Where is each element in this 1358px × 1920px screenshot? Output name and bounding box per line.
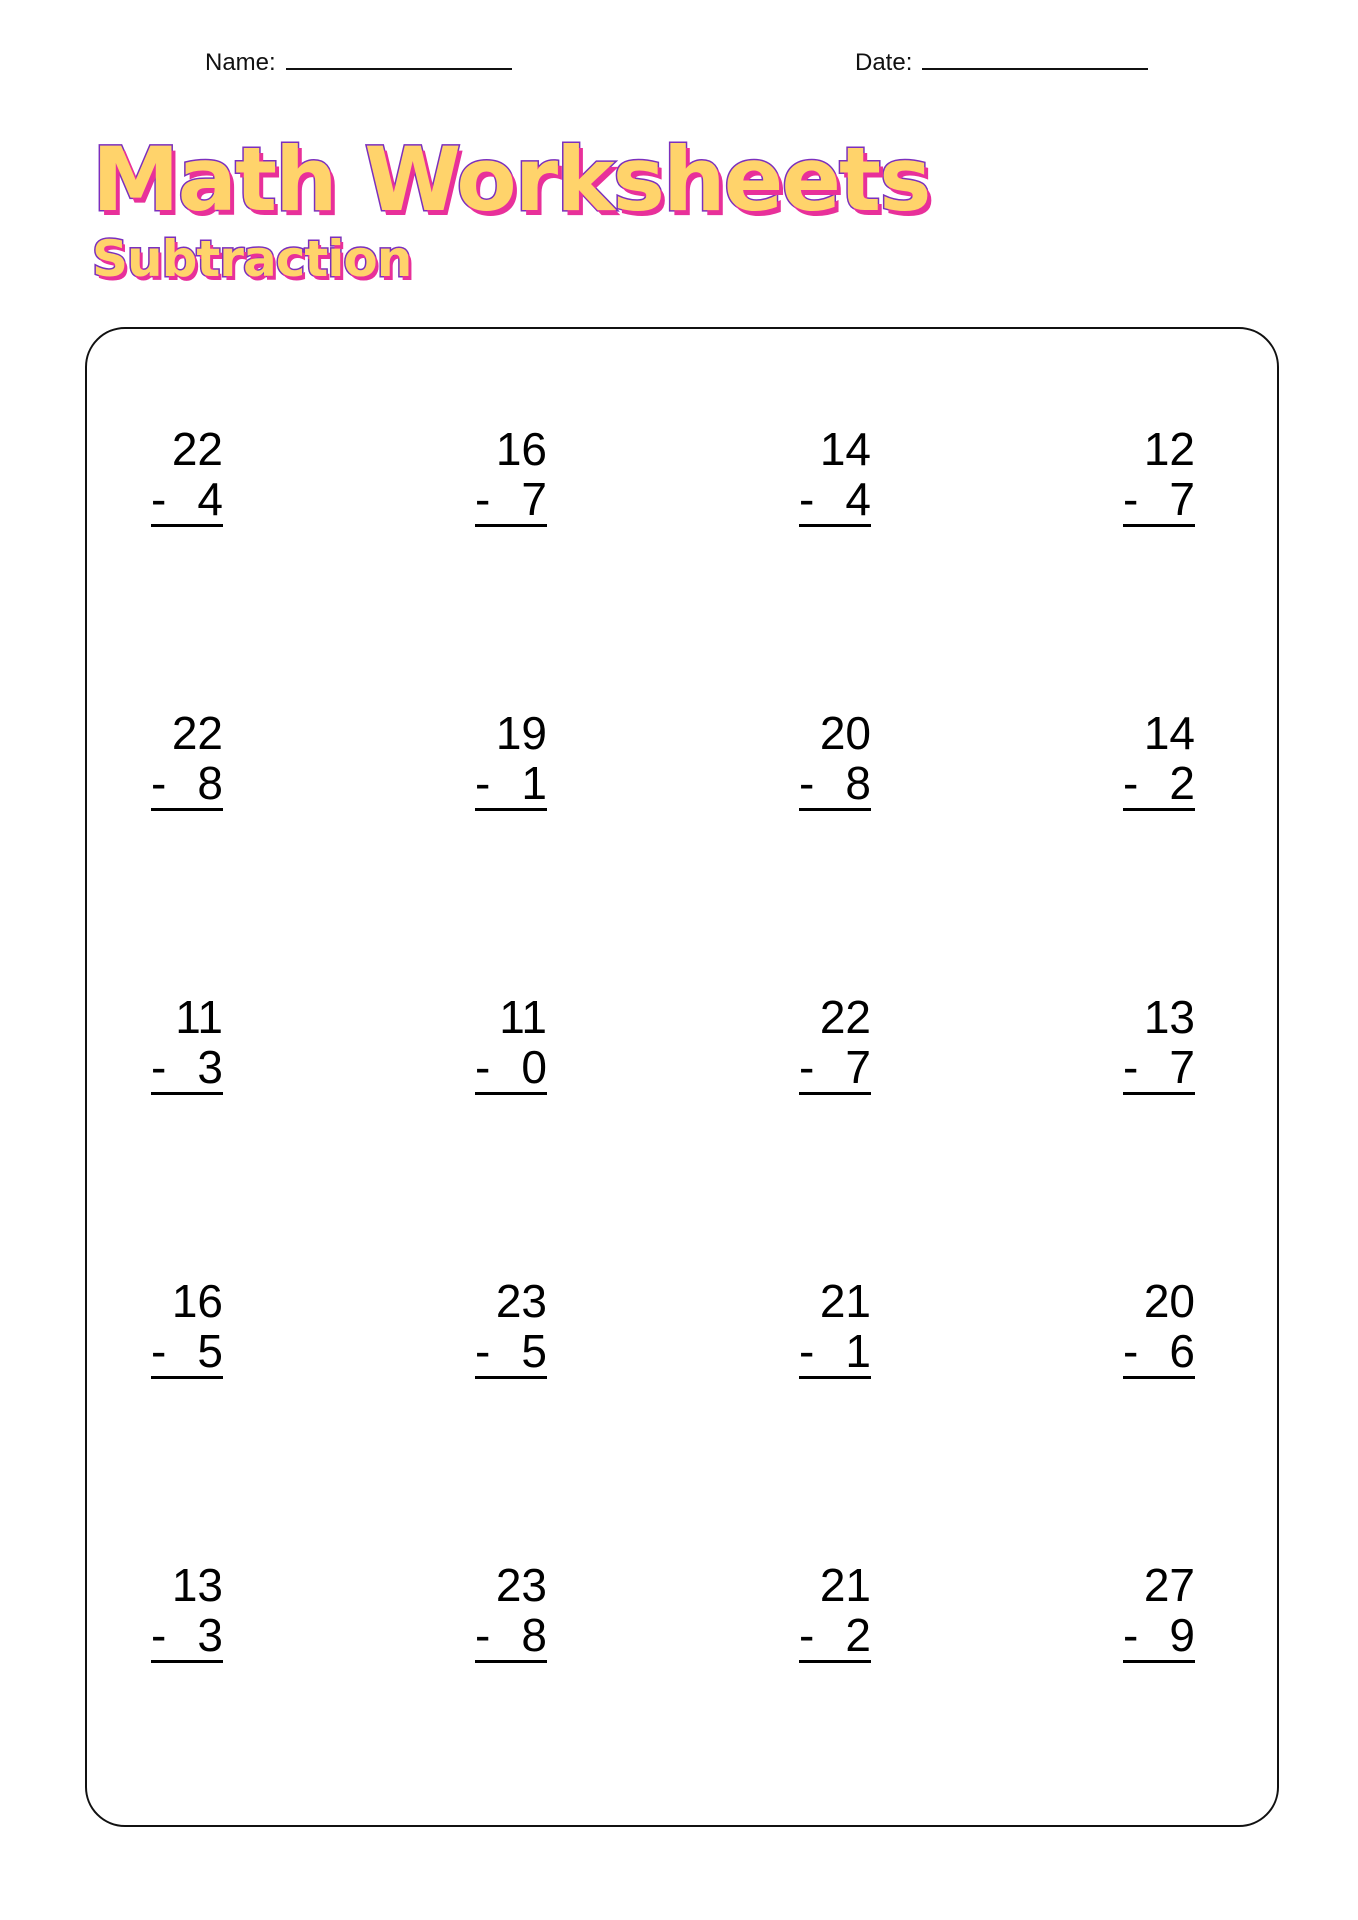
- subtrahend-line: [799, 474, 871, 527]
- subtraction-problem: [1123, 708, 1195, 811]
- subtrahend: 2: [845, 1609, 871, 1661]
- date-field[interactable]: [855, 46, 1148, 77]
- problems-frame: [85, 327, 1279, 1827]
- subtraction-problem: [151, 1560, 223, 1663]
- name-label: Name:: [205, 49, 276, 76]
- subtrahend-line: [799, 1042, 871, 1095]
- subtrahend-line: [799, 758, 871, 811]
- subtrahend: 8: [521, 1609, 547, 1661]
- minus-sign: -: [1123, 473, 1139, 525]
- minus-sign: -: [475, 473, 491, 525]
- subtrahend-line: [1123, 474, 1195, 527]
- minuend: 22: [171, 423, 223, 475]
- subtrahend-line: [151, 1610, 223, 1663]
- minus-sign: -: [1123, 1609, 1139, 1661]
- minuend: 19: [495, 707, 547, 759]
- subtraction-problem: [799, 1560, 871, 1663]
- subtraction-problem: [799, 992, 871, 1095]
- minuend: 11: [499, 991, 547, 1043]
- subtraction-problem: [1123, 424, 1195, 527]
- minus-sign: -: [799, 1041, 815, 1093]
- date-label: Date:: [855, 49, 913, 76]
- subtrahend: 2: [1169, 757, 1195, 809]
- subtrahend-line: [475, 1326, 547, 1379]
- minus-sign: -: [151, 1325, 167, 1377]
- subtrahend-line: [151, 474, 223, 527]
- subtraction-problem: [475, 424, 547, 527]
- subtraction-problem: [799, 424, 871, 527]
- minus-sign: -: [799, 757, 815, 809]
- minuend: 14: [1143, 707, 1195, 759]
- name-blank-line[interactable]: [286, 46, 512, 70]
- minus-sign: -: [799, 1609, 815, 1661]
- minus-sign: -: [1123, 1041, 1139, 1093]
- minuend: 23: [495, 1275, 547, 1327]
- subtrahend: 7: [1169, 1041, 1195, 1093]
- subtrahend: 7: [521, 473, 547, 525]
- subtrahend-line: [1123, 1326, 1195, 1379]
- minus-sign: -: [151, 1041, 167, 1093]
- minus-sign: -: [151, 1609, 167, 1661]
- minuend: 14: [819, 423, 871, 475]
- minuend: 21: [819, 1559, 871, 1611]
- subtrahend: 1: [845, 1325, 871, 1377]
- subtrahend: 5: [197, 1325, 223, 1377]
- subtraction-problem: [1123, 1276, 1195, 1379]
- subtrahend: 5: [521, 1325, 547, 1377]
- subtrahend: 4: [197, 473, 223, 525]
- subtrahend: 3: [197, 1041, 223, 1093]
- subtrahend-line: [151, 758, 223, 811]
- minuend: 27: [1143, 1559, 1195, 1611]
- subtrahend: 8: [197, 757, 223, 809]
- date-blank-line[interactable]: [922, 46, 1148, 70]
- subtraction-problem: [799, 708, 871, 811]
- subtrahend: 7: [1169, 473, 1195, 525]
- worksheet-title: Math Worksheets: [92, 128, 930, 231]
- minus-sign: -: [1123, 757, 1139, 809]
- subtrahend: 6: [1169, 1325, 1195, 1377]
- subtraction-problem: [1123, 992, 1195, 1095]
- subtraction-problem: [151, 708, 223, 811]
- minuend: 23: [495, 1559, 547, 1611]
- subtrahend-line: [475, 758, 547, 811]
- subtrahend-line: [475, 1042, 547, 1095]
- minus-sign: -: [151, 473, 167, 525]
- subtrahend-line: [475, 1610, 547, 1663]
- subtrahend-line: [151, 1326, 223, 1379]
- minus-sign: -: [1123, 1325, 1139, 1377]
- subtrahend-line: [1123, 1610, 1195, 1663]
- minuend: 13: [171, 1559, 223, 1611]
- subtrahend: 1: [521, 757, 547, 809]
- subtraction-problem: [151, 992, 223, 1095]
- minuend: 13: [1143, 991, 1195, 1043]
- minuend: 21: [819, 1275, 871, 1327]
- subtrahend-line: [475, 474, 547, 527]
- subtrahend: 4: [845, 473, 871, 525]
- subtraction-problem: [475, 708, 547, 811]
- subtrahend: 9: [1169, 1609, 1195, 1661]
- subtraction-problem: [475, 992, 547, 1095]
- subtraction-problem: [475, 1560, 547, 1663]
- minus-sign: -: [475, 1609, 491, 1661]
- minuend: 22: [171, 707, 223, 759]
- subtrahend: 8: [845, 757, 871, 809]
- minuend: 22: [819, 991, 871, 1043]
- minus-sign: -: [799, 473, 815, 525]
- minus-sign: -: [799, 1325, 815, 1377]
- minus-sign: -: [151, 757, 167, 809]
- subtrahend: 0: [521, 1041, 547, 1093]
- subtraction-problem: [151, 1276, 223, 1379]
- minus-sign: -: [475, 757, 491, 809]
- minuend: 20: [819, 707, 871, 759]
- subtrahend-line: [799, 1326, 871, 1379]
- subtrahend: 3: [197, 1609, 223, 1661]
- subtraction-problem: [1123, 1560, 1195, 1663]
- minuend: 11: [175, 991, 223, 1043]
- subtrahend: 7: [845, 1041, 871, 1093]
- minuend: 16: [495, 423, 547, 475]
- subtrahend-line: [1123, 1042, 1195, 1095]
- worksheet-subtitle: Subtraction: [92, 230, 412, 288]
- subtraction-problem: [475, 1276, 547, 1379]
- minuend: 20: [1143, 1275, 1195, 1327]
- minus-sign: -: [475, 1325, 491, 1377]
- name-field[interactable]: [205, 46, 512, 77]
- subtraction-problem: [151, 424, 223, 527]
- minus-sign: -: [475, 1041, 491, 1093]
- subtrahend-line: [1123, 758, 1195, 811]
- subtrahend-line: [799, 1610, 871, 1663]
- minuend: 16: [171, 1275, 223, 1327]
- subtraction-problem: [799, 1276, 871, 1379]
- subtrahend-line: [151, 1042, 223, 1095]
- minuend: 12: [1143, 423, 1195, 475]
